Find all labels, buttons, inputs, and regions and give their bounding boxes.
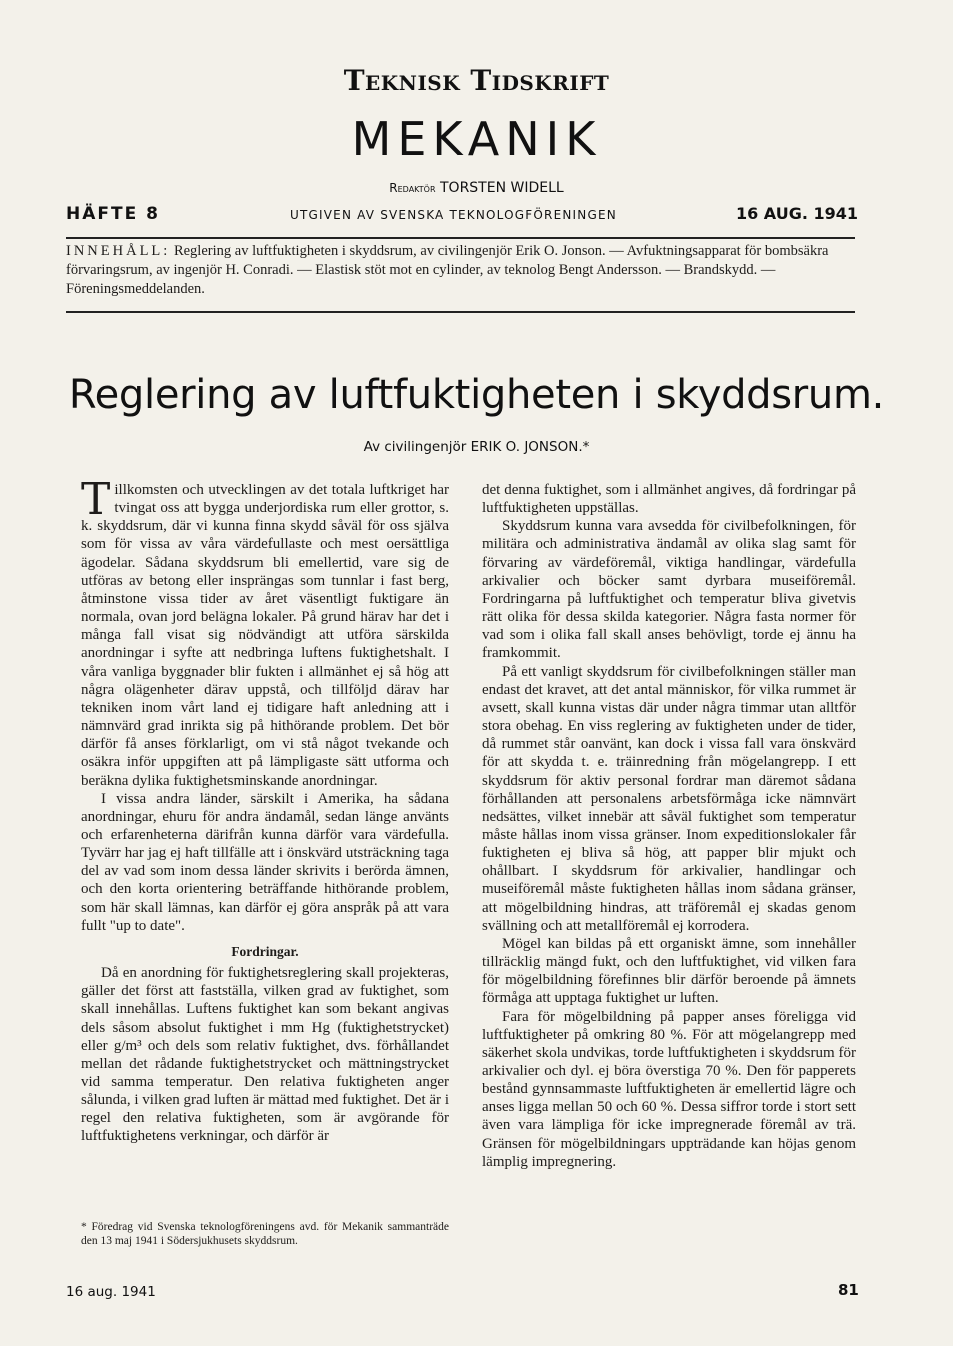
paragraph xyxy=(81,474,449,790)
article-byline: Av civilingenjör ERIK O. JONSON.* xyxy=(363,439,590,455)
editor-line xyxy=(0,180,953,196)
issue-row xyxy=(66,204,858,228)
subheading: Fordringar. xyxy=(231,943,299,959)
footnote: * Föredrag vid Svenska teknologföreningens avd. för Mekanik sammanträde den 13 maj 1941 i Södersjukhusets skyddsrum. xyxy=(81,1221,449,1247)
paragraph: På ett vanligt skyddsrum för civilbefolkningen ställer man endast det kravet, att det antal människor, för vilka rummet är avsett, skall kunna vistas där under några timmar utan alltför stora obehag. En viss reglering av fuktigheten under de tider, då rummet står oanvänt, kan dock i vissa fall vara önskvärd för att skydda t. e. träinredning från mögelangrepp. I ett skyddsrum för aktiv personal fordrar man däremot sådana förhållanden att personalens arbetsförmåga icke nämnvärt nedsättes, vilket innebär att såväl fuktighet som temperatur måste hållas inom vissa gränser. Inom expeditionslokaler får fuktigheten ej bliva så hög, att papper blir mjukt och ohållbart. I skyddsrum för arkivalier, handlingar och museiföremål måste fuktigheten hållas inom sådana gränser, att mögelbildning hindras, att träföremål ej skadas genom svällning och att metallföremål ej korrodera. xyxy=(482,663,856,934)
paragraph-text: illkomsten och utvecklingen av det totala luftkriget har tvingat oss att bygga underjordiska rum eller grottor, s. k. skyddsrum, där vi kunna finna skydd såväl för oss själva som för vissa av våra värdefullaste och mest oersättliga ägodelar. Sådana skyddsrum bli emellertid, vare sig de utföras av betong eller insprängas som tunnlar i fast berg, åtminstone vissa tider av året väsentligt fuktigare än normala, ovan jord belägna lokaler. På grund härav har det i många fall visat sig nödvändigt att utföra särskilda anordningar i syfte att nedbringa luftens fuktighetshalt. I våra vanliga byggnader blir fukten i allmänhet ej så hög att några olägenheter därav uppstå, och tillföljd därav har tekniken inom vårt land ej tidigare haft anledning att i nämnvärd grad inrikta sig på hithörande problem. Det bör därför få anses förklarligt, om vi stå något tvekande och osäkra inför uppgiften att på lämpligaste sätt utforma och beräkna dylika fuktighetsminskande anordningar. xyxy=(81,482,449,789)
contents-label: INNEHÅLL: xyxy=(66,243,171,259)
paragraph: det denna fuktighet, som i allmänhet angives, då fordringar på luftfuktigheten uppställas. xyxy=(482,482,856,517)
journal-name: Teknisk Tidskrift xyxy=(343,64,610,97)
page-number: 81 xyxy=(838,1281,859,1299)
drop-cap: T xyxy=(81,474,111,525)
article-column-right xyxy=(482,481,856,1171)
publisher-line: UTGIVEN AV SVENSKA TEKNOLOGFÖRENINGEN xyxy=(290,208,617,222)
article-title: Reglering av luftfuktigheten i skyddsrum. xyxy=(68,372,885,418)
editor-role: Redaktör xyxy=(389,181,436,195)
editor-name: TORSTEN WIDELL xyxy=(440,180,564,196)
contents-rule-top xyxy=(66,237,855,239)
table-of-contents xyxy=(66,242,855,299)
issue-number: HÄFTE 8 xyxy=(66,204,160,224)
paragraph: I vissa andra länder, särskilt i Amerika, ha sådana anordningar, ehuru för andra ändamål, sedan länge använts och erfarenheterna därifrån kunna därför vara värdefulla. Tyvärr har jag ej haft tillfälle att i önskvärd utsträckning taga del av vad som inom dessa länder skrivits i berörda ämnen, och den korta orientering beträffande hithörande problem, som här skall lämnas, kan därför ej göra anspråk på att vara fullt "up to date". xyxy=(81,790,449,934)
paragraph: Skyddsrum kunna vara avsedda för civilbefolkningen, för militära och administrativa ändamål av olika slag samt för förvaring av värdeföremål, viktiga handlingar, värdefulla arkivalier och böcker samt dyrbara museiföremål. Fordringarna på luftfuktighet och temperatur bliva givetvis rätt olika för dessa skilda kategorier. Några fasta normer för vad som i olika fall skall anses behövligt, torde ej ännu ha framkommit. xyxy=(482,518,856,662)
contents-rule-bottom xyxy=(66,311,855,313)
footer-date: 16 aug. 1941 xyxy=(66,1284,156,1300)
issue-date: 16 AUG. 1941 xyxy=(735,204,858,223)
contents-text: Reglering av luftfuktigheten i skyddsrum, av civilingenjör Erik O. Jonson. — Avfuktningsapparat för bombsäkra förvaringsrum, av ingenjör H. Conradi. — Elastisk stöt mot en cylinder, av teknolog Bengt Andersson. — Brandskydd. — Föreningsmeddelanden. xyxy=(66,243,829,297)
section-name: MEKANIK xyxy=(351,112,602,166)
paragraph: Mögel kan bildas på ett organiskt ämne, som innehåller tillräcklig mängd fukt, och den luftfuktighet, vid vilken fara för mögelbildning förefinnes blir därför beroende på ämnets förmåga att upptaga fuktighet ur luften. xyxy=(482,935,856,1007)
paragraph: Fara för mögelbildning på papper anses föreligga vid luftfuktigheter på omkring 80 %. För att mögelangrepp med säkerhet skola undvikas, torde luftfuktigheten i skyddsrum för arkivalier och dyl. ej böra överstiga 70 %. Den för papperets bestånd gynnsammaste luftfuktigheten är emellertid lägre och anses ligga mellan 50 och 60 %. Dessa siffror torde i stort sett även vara lämpliga för icke impregnerade föremål av trä. Gränsen för mögelbildningars uppträdande kan höjas genom lämplig impregnering. xyxy=(482,1008,856,1170)
paragraph: Då en anordning för fuktighetsreglering skall projekteras, gäller det först att fastställa, vilken grad av fuktighet, som skall innehållas. Luftens fuktighet kan som bekant angivas dels såsom absolut fuktighet i mm Hg (fuktighetstrycket) eller g/m³ och dels som relativ fuktighet, dvs. förhållandet mellan det rådande fuktighetstrycket och mättningstrycket vid samma temperatur. Den relativa fuktigheten anger sålunda, i vilken grad luften är mättad med fuktighet. Det är i regel den relativa fuktigheten, som är avgörande för luftfuktighetens verkningar, och därför är xyxy=(81,965,449,1145)
article-column-left xyxy=(81,474,449,1146)
